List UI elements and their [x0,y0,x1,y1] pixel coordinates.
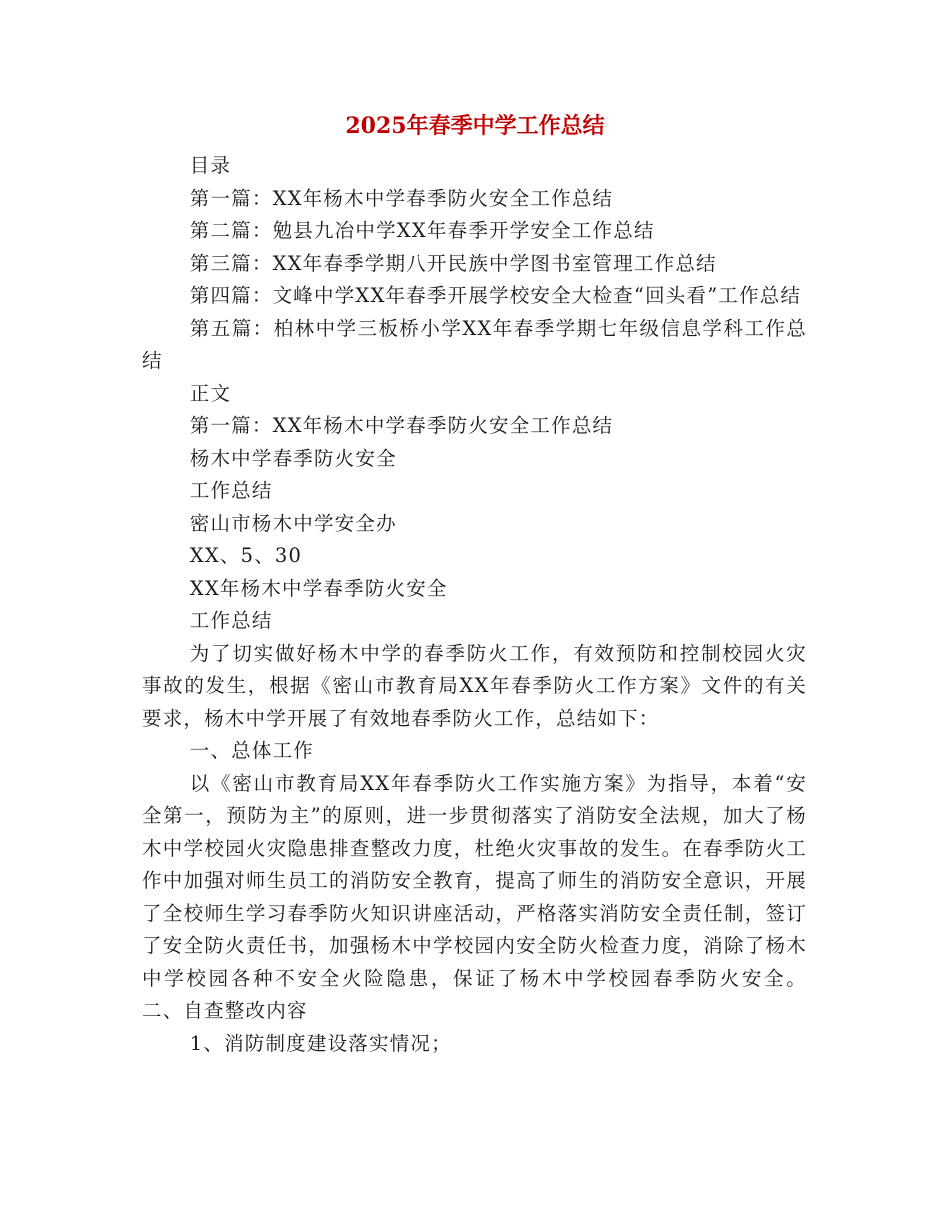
list-item-1: 1、消防制度建设落实情况； [189,1031,452,1055]
document-body [142,150,807,1060]
section-title-line-1: XX年杨木中学春季防火安全 [189,576,448,600]
body-heading: 正文 [189,381,232,405]
toc-item-3: 第三篇：XX年春季学期八开民族中学图书室管理工作总结 [189,251,717,275]
cover-title-line-1: 杨木中学春季防火安全 [189,446,397,470]
intro-paragraph: 为了切实做好杨木中学的春季防火工作，有效预防和控制校园火灾事故的发生，根据《密山市教育局XX年春季防火工作方案》文件的有关要求，杨木中学开展了有效地春季防火工作，总结如下： [142,641,807,730]
chapter-heading: 第一篇：XX年杨木中学春季防火安全工作总结 [189,414,614,437]
overall-paragraph: 以《密山市教育局XX年春季防火工作实施方案》为指导，本着“安全第一，预防为主”的原则，进一步贯彻落实了消防安全法规，加大了杨木中学校园火灾隐患排查整改力度，杜绝火灾事故的发生。在春季防火工作中加强对师生员工的消防安全教育，提高了师生的消防安全意识，开展了全校师生学习春季防火知识讲座活动，严格落实消防安全责任制，签订了安全防火责任书，加强杨木中学校园内安全防火检查力度，消除了杨木中学校园各种不安全火险隐患，保证了杨木中学校园春季防火安全。 二、自查整改内容 [142,771,807,1022]
toc-heading: 目录 [189,154,232,177]
cover-title-line-2: 工作总结 [189,479,273,502]
cover-author: 密山市杨木中学安全办 [189,511,397,535]
toc-item-2: 第二篇：勉县九冶中学XX年春季开学安全工作总结 [189,219,655,242]
section-title-line-2: 工作总结 [189,609,273,632]
toc-item-1: 第一篇：XX年杨木中学春季防火安全工作总结 [189,186,614,210]
section-heading-overall: 一、总体工作 [189,739,314,762]
document-title: 2025年春季中学工作总结 [345,113,605,139]
cover-date: XX、5、30 [189,544,303,567]
toc-item-5: 第五篇：柏林中学三板桥小学XX年春季学期七年级信息学科工作总结 [142,316,807,372]
toc-item-4: 第四篇：文峰中学XX年春季开展学校安全大检查“回头看”工作总结 [189,284,802,307]
